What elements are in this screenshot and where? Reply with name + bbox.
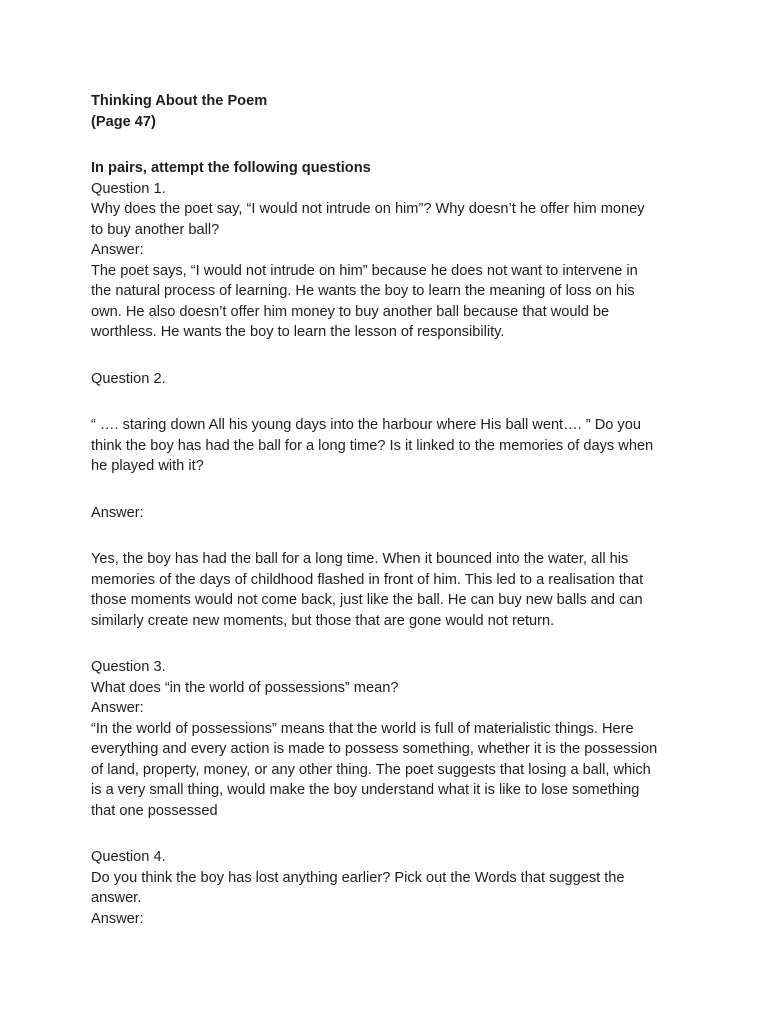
answer-label: Answer: [91, 242, 144, 258]
answer-text-line: is a very small thing, would make the boy understand what it is like to lose something [91, 782, 640, 798]
question-text-line: Why does the poet say, “I would not intrude on him”? Why doesn’t he offer him money [91, 201, 645, 217]
question-text-line: “ …. staring down All his young days into the harbour where His ball went…. ” Do you [91, 417, 641, 433]
document-page [91, 91, 691, 929]
spacer [91, 821, 691, 847]
question-block-4 [91, 847, 691, 929]
answer-text-line: Yes, the boy has had the ball for a long time. When it bounced into the water, all his [91, 551, 629, 567]
answer-text-line: “In the world of possessions” means that the world is full of materialistic things. Here [91, 720, 634, 737]
page-reference: (Page 47) [91, 113, 156, 130]
instruction-heading: In pairs, attempt the following questions [91, 160, 371, 176]
spacer [91, 132, 691, 158]
question-text-line: answer. [91, 890, 142, 906]
answer-text-line: The poet says, “I would not intrude on him” because he does not want to intervene in [91, 262, 638, 279]
spacer [91, 343, 691, 369]
answer-text-line: own. He also doesn’t offer him money to buy another ball because that would be [91, 303, 610, 320]
spacer [91, 631, 691, 657]
answer-text-line: the natural process of learning. He wants the boy to learn the meaning of loss on his [91, 283, 635, 299]
question-label: Question 4. [91, 849, 166, 865]
question-block-3 [91, 657, 691, 821]
spacer [91, 523, 691, 549]
answer-text-line: worthless. He wants the boy to learn the lesson of responsibility. [91, 324, 505, 340]
answer-text-line: everything and every action is made to possess something, whether it is the possession [91, 741, 658, 757]
question-block-1 [91, 179, 691, 343]
answer-text-line: memories of the days of childhood flashed in front of him. This led to a realisation that [91, 571, 644, 588]
spacer [91, 389, 691, 415]
answer-label: Answer: [91, 910, 144, 927]
question-label: Question 3. [91, 659, 166, 675]
doc-title: Thinking About the Poem [91, 93, 268, 109]
question-text-line: think the boy has had the ball for a long time? Is it linked to the memories of days when [91, 437, 654, 454]
answer-text-line: that one possessed [91, 802, 218, 819]
question-block-2 [91, 369, 691, 632]
answer-text-line: those moments would not come back, just like the ball. He can buy new balls and can [91, 592, 643, 608]
question-label: Question 1. [91, 180, 166, 197]
spacer [91, 477, 691, 503]
question-text-line: What does “in the world of possessions” mean? [91, 679, 399, 696]
answer-text-line: of land, property, money, or any other thing. The poet suggests that losing a ball, which [91, 761, 651, 778]
answer-label: Answer: [91, 504, 144, 521]
question-label: Question 2. [91, 370, 166, 387]
answer-label: Answer: [91, 700, 144, 716]
question-text-line: Do you think the boy has lost anything earlier? Pick out the Words that suggest the [91, 869, 625, 886]
answer-text-line: similarly create new moments, but those that are gone would not return. [91, 612, 555, 629]
question-text-line: he played with it? [91, 458, 204, 474]
question-text-line: to buy another ball? [91, 221, 220, 238]
